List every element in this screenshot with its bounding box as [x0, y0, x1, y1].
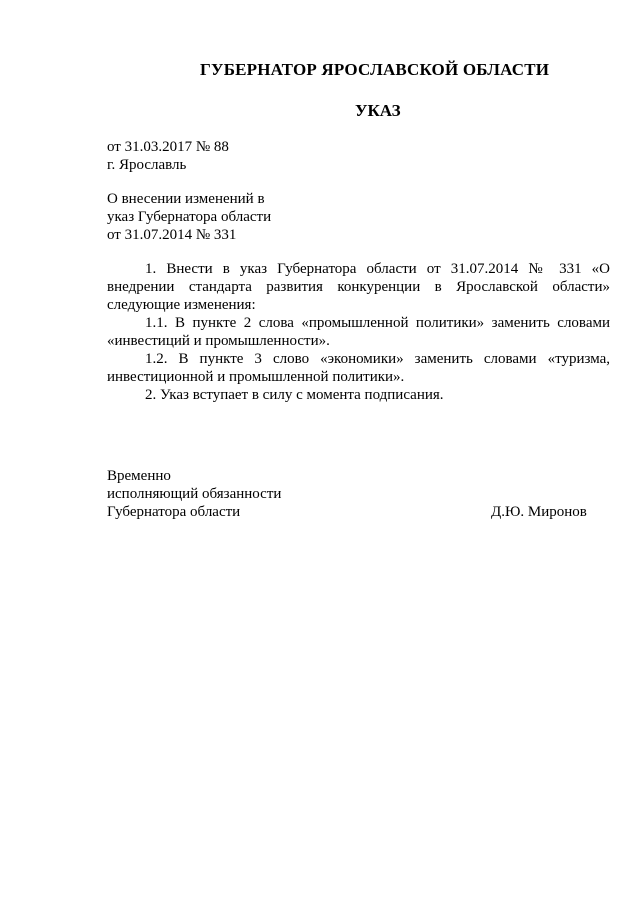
signature-line-1: Временно	[107, 468, 171, 484]
subject-line-1: О внесении изменений в	[107, 191, 265, 207]
signatory-name: Д.Ю. Миронов	[491, 504, 587, 520]
signature-line-2: исполняющий обязанности	[107, 486, 282, 502]
document-date-number: от 31.03.2017 № 88	[107, 139, 229, 155]
body-paragraph-1: 1. Внести в указ Губернатора области от 31.07.2014 № 331 «О внедрении стандарта развития конкуренции в Ярославской области» следующие изменения:	[107, 261, 610, 313]
body-paragraph-1-2: 1.2. В пункте 3 слово «экономики» заменить словами «туризма, инвестиционной и промышленной политики».	[107, 351, 610, 385]
document-body	[107, 260, 610, 404]
subject-line-3: от 31.07.2014 № 331	[107, 227, 237, 243]
subject-line-2: указ Губернатора области	[107, 209, 272, 225]
document-meta	[107, 138, 229, 174]
document-authority-title: ГУБЕРНАТОР ЯРОСЛАВСКОЙ ОБЛАСТИ	[200, 60, 550, 79]
document-place: г. Ярославль	[107, 157, 187, 173]
body-paragraph-2: 2. Указ вступает в силу с момента подписания.	[145, 387, 444, 403]
signature-line-3: Губернатора области	[107, 504, 241, 520]
document-type-heading: УКАЗ	[355, 101, 401, 120]
document-subject	[107, 190, 271, 244]
body-paragraph-1-1: 1.1. В пункте 2 слова «промышленной политики» заменить словами «инвестиций и промышленности».	[107, 315, 610, 349]
